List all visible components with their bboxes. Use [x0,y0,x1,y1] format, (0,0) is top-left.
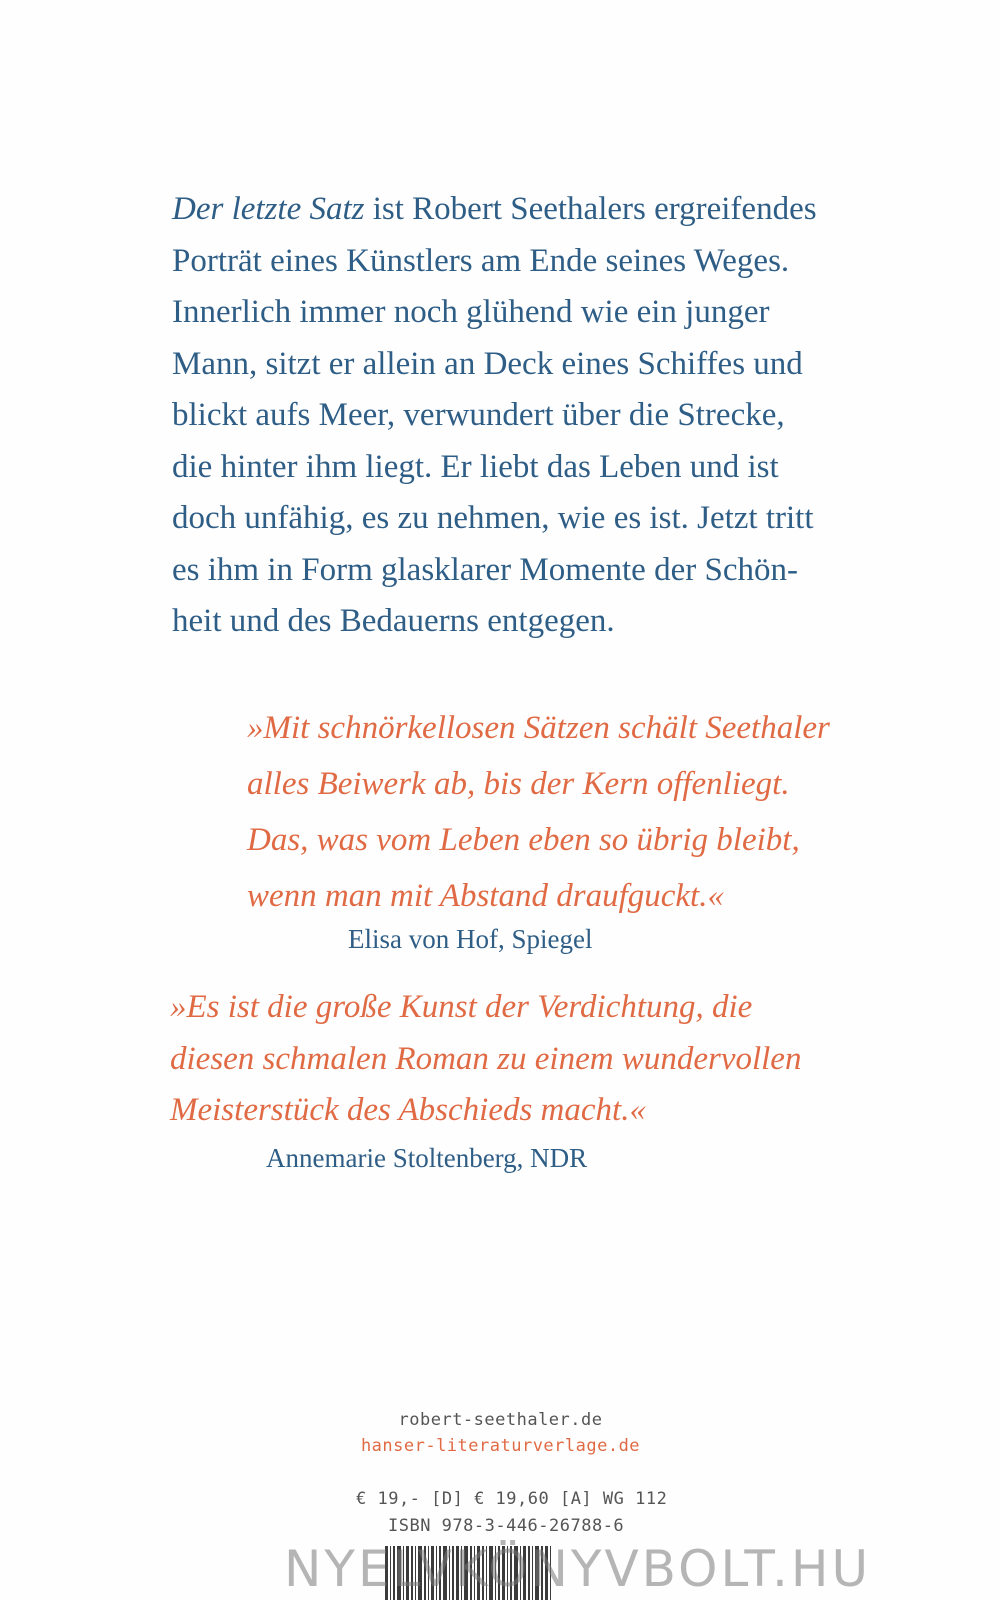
quote-line: Das, was vom Leben eben so übrig bleibt, [247,822,800,858]
blurb-line: Innerlich immer noch glühend wie ein junger [172,294,770,330]
blurb-line: die hinter ihm liegt. Er liebt das Leben und ist [172,448,779,485]
review-quote-spiegel [247,700,830,924]
blurb-line: doch unfähig, es zu nehmen, wie es ist. Jetzt tritt [172,500,814,536]
author-website: robert-seethaler.de [398,1410,603,1430]
blurb-line: heit und des Bedauerns entgegen. [172,603,615,639]
quote-attribution: Elisa von Hof, Spiegel [348,924,593,954]
blurb-line: Porträt eines Künstlers am Ende seines Weges. [172,242,790,279]
quote-line: Meisterstück des Abschieds macht.« [170,1092,646,1128]
quote-line: »Es ist die große Kunst der Verdichtung, die [170,989,753,1025]
blurb-line: blickt aufs Meer, verwundert über die Strecke, [172,397,785,433]
blurb-text [172,184,892,648]
price-info: € 19,- [D] € 19,60 [A] WG 112 [356,1489,668,1509]
quote-line: diesen schmalen Roman zu einem wundervollen [170,1040,802,1077]
review-quote-ndr [170,982,801,1137]
publisher-website: hanser-literaturverlage.de [360,1436,641,1456]
blurb-line: Der letzte Satz ist Robert Seethalers ergreifendes [172,191,817,227]
watermark: NYELVKÖNYVBOLT.HU [284,1540,872,1598]
quote-line: »Mit schnörkellosen Sätzen schält Seethaler [247,710,830,746]
blurb-line: es ihm in Form glasklarer Momente der Schön- [172,551,798,588]
quote-line: wenn man mit Abstand draufguckt.« [247,878,724,914]
blurb-line: Mann, sitzt er allein an Deck eines Schiffes und [172,345,803,382]
book-title: Der letzte Satz [172,191,365,227]
quote-line: alles Beiwerk ab, bis der Kern offenliegt. [247,766,790,802]
quote-attribution: Annemarie Stoltenberg, NDR [266,1143,588,1173]
isbn: ISBN 978-3-446-26788-6 [388,1516,625,1536]
